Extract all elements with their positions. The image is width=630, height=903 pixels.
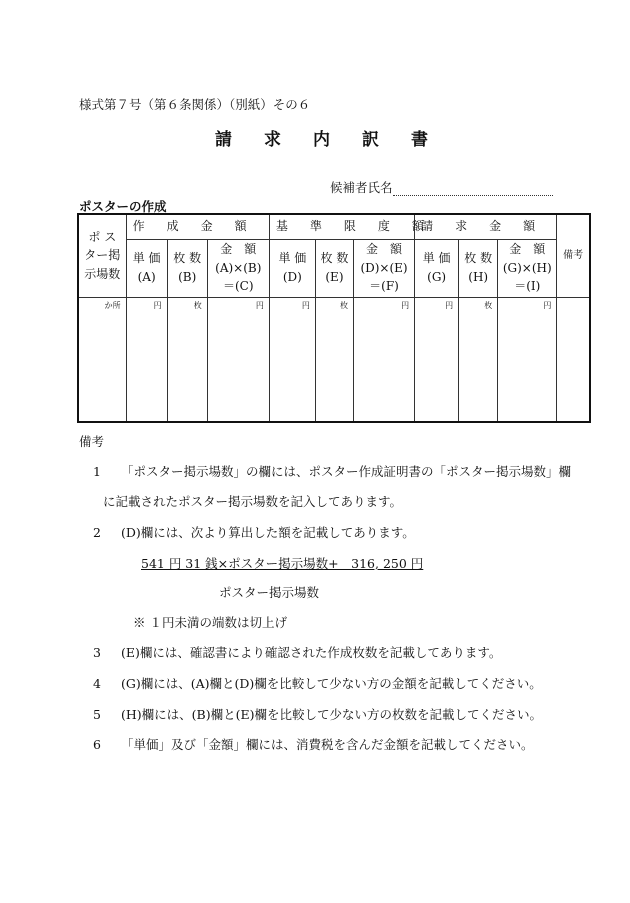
amount-i-header: 金 額 (G)×(H) ＝(I): [498, 239, 557, 297]
note-4: 4 (G)欄には、(A)欄と(D)欄を比較して少ない方の金額を記載してください。: [93, 676, 542, 691]
unit-price-a-cell[interactable]: 円: [126, 297, 167, 422]
amount-f-cell[interactable]: 円: [353, 297, 414, 422]
amount-c-cell[interactable]: 円: [207, 297, 269, 422]
remarks-cell[interactable]: [557, 297, 590, 422]
formula-denominator: ポスター掲示場数: [219, 585, 320, 600]
candidate-name-label: 候補者氏名: [330, 180, 393, 195]
rounding-note: ※ １円未満の端数は切上げ: [133, 615, 287, 630]
note-1-line-1: 1 「ポスター掲示場数」の欄には、ポスター作成証明書の「ポスター掲示場数」欄: [93, 464, 572, 479]
unit-price-g-cell[interactable]: 円: [415, 297, 459, 422]
unit-price-a-header: 単 価 (A): [126, 239, 167, 297]
note-3: 3 (E)欄には、確認書により確認された作成枚数を記載してあります。: [93, 645, 502, 660]
count-e-header: 枚 数 (E): [315, 239, 353, 297]
note-5: 5 (H)欄には、(B)欄と(E)欄を比較して少ない方の枚数を記載してください。: [93, 707, 542, 722]
amount-f-header: 金 額 (D)×(E) ＝(F): [353, 239, 414, 297]
document-title: 請求内訳書: [215, 130, 460, 150]
table-row: [78, 297, 590, 422]
count-h-header: 枚 数 (H): [459, 239, 498, 297]
poster-count-cell[interactable]: か所: [78, 297, 126, 422]
unit-price-d-cell[interactable]: 円: [269, 297, 315, 422]
poster-count-header: ポ ス ター掲 示場数: [78, 214, 126, 297]
claim-amount-header: 請求金額: [415, 214, 557, 239]
amount-i-cell[interactable]: 円: [498, 297, 557, 422]
note-2: 2 (D)欄には、次より算出した額を記載してあります。: [93, 525, 415, 540]
form-number: 様式第７号（第６条関係）（別紙）その６: [79, 97, 311, 112]
creation-amount-header: 作成金額: [126, 214, 269, 239]
section-title: ポスターの作成: [79, 199, 167, 214]
count-h-cell[interactable]: 枚: [459, 297, 498, 422]
formula-numerator: 541 円 31 銭×ポスター掲示場数+ 316, 250 円: [141, 556, 424, 571]
remarks-header: 備考: [557, 214, 590, 297]
unit-price-g-header: 単 価 (G): [415, 239, 459, 297]
amount-c-header: 金 額 (A)×(B) ＝(C): [207, 239, 269, 297]
breakdown-table: [77, 213, 591, 423]
notes-heading: 備考: [79, 434, 105, 449]
count-b-cell[interactable]: 枚: [167, 297, 207, 422]
note-1-line-2: に記載されたポスター掲示場数を記入してあります。: [103, 494, 403, 509]
unit-price-d-header: 単 価 (D): [269, 239, 315, 297]
candidate-name-field: [330, 178, 553, 196]
count-e-cell[interactable]: 枚: [315, 297, 353, 422]
candidate-name-blank: [393, 181, 553, 196]
count-b-header: 枚 数 (B): [167, 239, 207, 297]
note-6: 6 「単価」及び「金額」欄には、消費税を含んだ金額を記載してください。: [93, 737, 534, 752]
standard-limit-header: 基準限度額: [269, 214, 414, 239]
